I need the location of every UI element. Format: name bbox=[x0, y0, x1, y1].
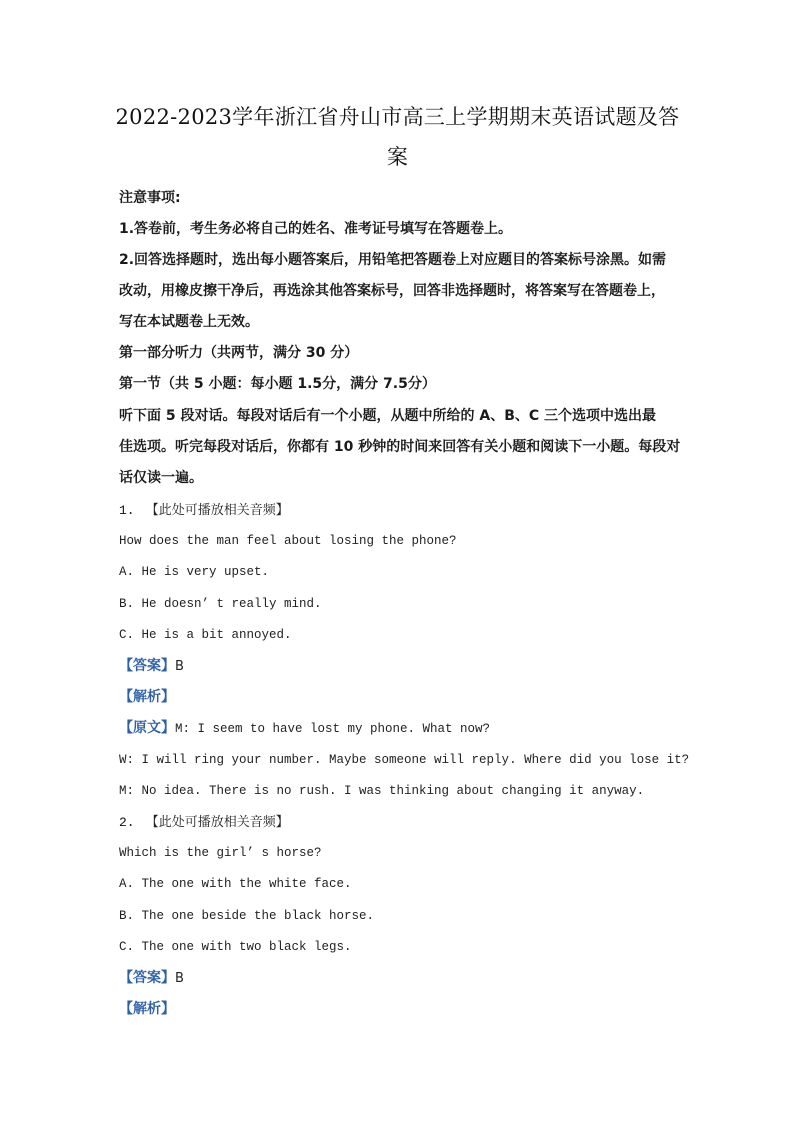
question-1-answer bbox=[119, 655, 184, 675]
question-2-text: Which is the girl’ s horse? bbox=[119, 846, 322, 860]
answer-value: B bbox=[175, 659, 184, 674]
notes-item-2-line-3: 写在本试题卷上无效。 bbox=[119, 314, 259, 330]
page-title bbox=[110, 97, 685, 177]
question-1-text: How does the man feel about losing the phone? bbox=[119, 534, 457, 548]
title-line-1: 2022-2023学年浙江省舟山市高三上学期期末英语试题及答 bbox=[115, 105, 680, 129]
transcript-text: M: I seem to have lost my phone. What now? bbox=[175, 722, 491, 736]
question-2-option-b: B. The one beside the black horse. bbox=[119, 909, 375, 923]
question-1-option-c: C. He is a bit annoyed. bbox=[119, 628, 292, 642]
question-1-option-a: A. He is very upset. bbox=[119, 565, 270, 579]
answer-value: B bbox=[175, 971, 184, 986]
question-2-option-a: A. The one with the white face. bbox=[119, 877, 352, 891]
notes-item-2-line-2: 改动，用橡皮擦干净后，再选涂其他答案标号，回答非选择题时，将答案写在答题卷上， bbox=[119, 283, 665, 299]
instructions-line-2: 佳选项。听完每段对话后，你都有 10 秒钟的时间来回答有关小题和阅读下一小题。每段对 bbox=[119, 439, 681, 455]
question-1-analysis-tag: 【解析】 bbox=[119, 689, 175, 705]
section-one-heading: 第一节（共 5 小题：每小题 1.5分，满分 7.5分） bbox=[119, 376, 436, 392]
question-1-transcript-line-1 bbox=[119, 717, 490, 737]
instructions-line-1: 听下面 5 段对话。每段对话后有一个小题，从题中所给的 A、B、C 三个选项中选出最 bbox=[119, 408, 657, 424]
title-line-2: 案 bbox=[386, 145, 409, 169]
question-2-option-c: C. The one with two black legs. bbox=[119, 940, 352, 954]
question-2-audio-link[interactable]: 【此处可播放相关音频】 bbox=[145, 815, 289, 830]
part-one-heading: 第一部分听力（共两节，满分 30 分） bbox=[119, 345, 359, 361]
question-2-answer bbox=[119, 967, 184, 987]
notes-heading: 注意事项: bbox=[119, 190, 181, 206]
question-1-audio-link[interactable]: 【此处可播放相关音频】 bbox=[145, 503, 289, 518]
answer-tag: 【答案】 bbox=[119, 658, 175, 674]
question-2-number: 2. bbox=[119, 815, 135, 830]
question-1-option-b: B. He doesn’ t really mind. bbox=[119, 597, 322, 611]
instructions-line-3: 话仅读一遍。 bbox=[119, 470, 203, 486]
question-1-number: 1. bbox=[119, 503, 135, 518]
source-tag: 【原文】 bbox=[119, 720, 175, 736]
question-1-transcript-line-2: W: I will ring your number. Maybe someone will reply. Where did you lose it? bbox=[119, 753, 690, 767]
question-1-transcript-line-3: M: No idea. There is no rush. I was thinking about changing it anyway. bbox=[119, 784, 645, 798]
answer-tag: 【答案】 bbox=[119, 970, 175, 986]
question-2-analysis-tag: 【解析】 bbox=[119, 1001, 175, 1017]
notes-item-1: 1.答卷前，考生务必将自己的姓名、准考证号填写在答题卷上。 bbox=[119, 221, 513, 237]
notes-item-2-line-1: 2.回答选择题时，选出每小题答案后，用铅笔把答题卷上对应题目的答案标号涂黑。如需 bbox=[119, 252, 667, 268]
question-2-header bbox=[119, 811, 289, 830]
question-1-header bbox=[119, 499, 289, 518]
